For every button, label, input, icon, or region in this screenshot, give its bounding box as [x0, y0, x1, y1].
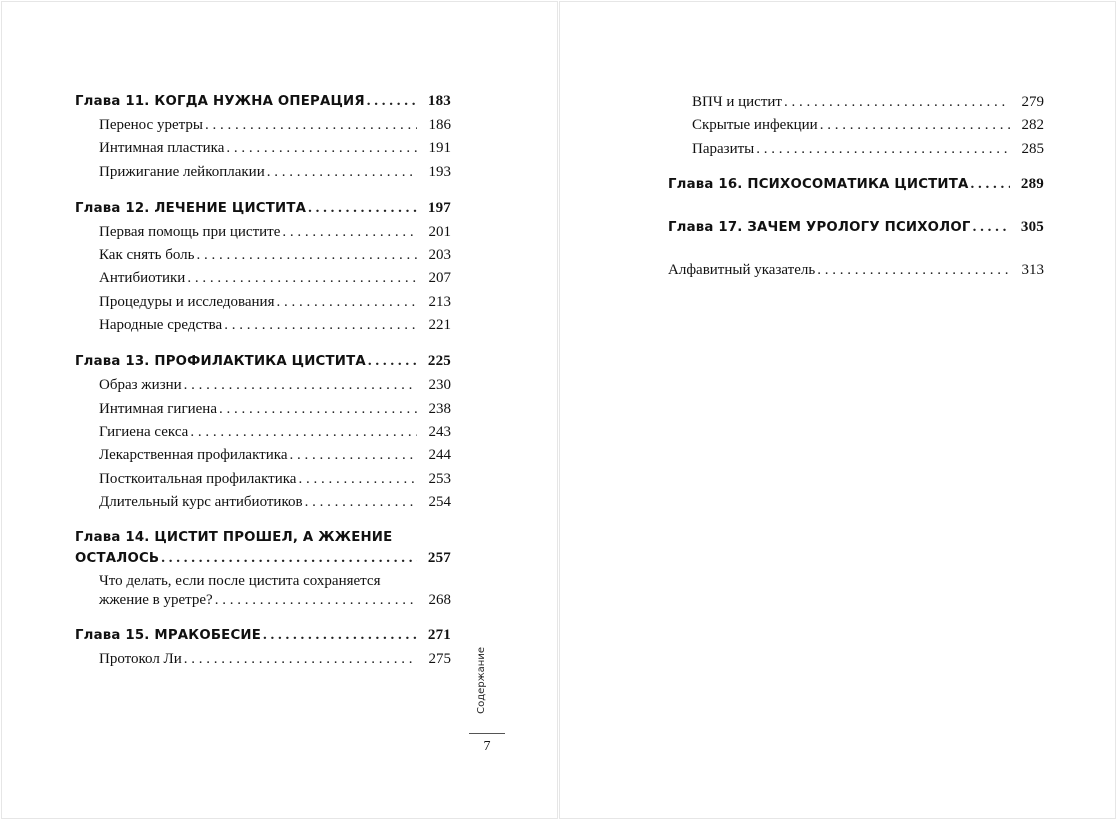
chapter-title-line-2: ОСТАЛОСЬ — [75, 551, 160, 567]
leader-dots — [276, 294, 417, 311]
toc-group-chapter-15-continued — [668, 94, 1044, 164]
page-number: 279 — [1021, 94, 1044, 110]
section-title: Интимная пластика — [99, 140, 225, 157]
toc-chapter-entry[interactable] — [668, 219, 1044, 243]
left-page — [1, 1, 558, 819]
page-number: 282 — [1021, 117, 1044, 134]
leader-dots — [190, 424, 417, 441]
toc-group-chapter-14 — [75, 530, 451, 609]
toc-section-entry[interactable] — [75, 140, 451, 163]
section-title: Длительный курс антибиотиков — [99, 493, 303, 510]
page-number: 254 — [428, 493, 451, 510]
leader-dots — [367, 93, 417, 110]
toc-right-column — [668, 94, 1044, 286]
page-number: 207 — [428, 270, 451, 287]
page-number: 186 — [428, 117, 451, 133]
page-number: 244 — [428, 447, 451, 464]
page-number: 230 — [428, 377, 451, 394]
leader-dots — [226, 140, 417, 157]
toc-section-entry[interactable] — [668, 117, 1044, 140]
page-number: 313 — [1021, 261, 1044, 278]
toc-section-entry[interactable] — [75, 377, 451, 400]
page-number: 257 — [427, 550, 451, 567]
page-number: 305 — [1020, 218, 1044, 235]
page-number: 221 — [428, 317, 451, 334]
section-title-line-1: Что делать, если после цистита сохраняется — [99, 573, 381, 590]
leader-dots — [368, 353, 417, 370]
chapter-title: Глава 15. МРАКОБЕСИЕ — [75, 628, 262, 644]
toc-chapter-entry[interactable] — [75, 530, 451, 567]
page-number: 191 — [428, 140, 451, 157]
running-head-text: Содержание — [476, 647, 487, 714]
toc-group-chapter-12 — [75, 200, 451, 340]
leader-dots — [184, 377, 417, 394]
leader-dots — [784, 94, 1010, 111]
page-number: 271 — [427, 627, 451, 644]
toc-chapter-entry[interactable] — [75, 353, 451, 377]
page-number: 203 — [428, 247, 451, 264]
toc-section-entry[interactable] — [668, 94, 1044, 117]
toc-section-entry[interactable] — [75, 424, 451, 447]
page-number: 275 — [428, 651, 451, 668]
leader-dots — [289, 447, 417, 464]
page-number: 197 — [427, 199, 451, 216]
toc-chapter-entry[interactable] — [75, 200, 451, 224]
leader-dots — [215, 592, 417, 609]
index-title: Алфавитный указатель — [668, 261, 816, 278]
leader-dots — [187, 270, 417, 287]
leader-dots — [971, 176, 1010, 193]
page-number: 201 — [428, 223, 451, 240]
section-title: Скрытые инфекции — [692, 117, 818, 134]
leader-dots — [820, 117, 1010, 134]
toc-group-chapter-15 — [75, 627, 451, 674]
toc-chapter-entry[interactable] — [75, 93, 451, 117]
toc-section-entry[interactable] — [75, 270, 451, 293]
page-number: 193 — [428, 163, 451, 180]
section-title: Гигиена секса — [99, 423, 189, 440]
leader-dots — [224, 317, 417, 334]
leader-dots — [184, 651, 417, 668]
page-number: 183 — [427, 93, 451, 109]
toc-section-entry[interactable] — [75, 447, 451, 470]
section-title: Лекарственная профилактика — [99, 447, 288, 464]
section-title: Антибиотики — [99, 270, 186, 287]
page-number: 253 — [428, 470, 451, 487]
section-title: Народные средства — [99, 317, 223, 334]
leader-dots — [817, 262, 1010, 279]
toc-section-entry[interactable] — [75, 224, 451, 247]
toc-section-entry[interactable] — [75, 164, 451, 187]
leader-dots — [267, 164, 417, 181]
leader-dots — [219, 401, 417, 418]
section-title: Протокол Ли — [99, 651, 182, 668]
page-number: 243 — [428, 423, 451, 440]
toc-section-entry[interactable] — [75, 294, 451, 317]
section-title: Образ жизни — [99, 377, 182, 394]
toc-section-entry[interactable] — [75, 401, 451, 424]
page-number: 289 — [1020, 175, 1044, 192]
leader-dots — [305, 494, 417, 511]
section-title: Как снять боль — [99, 247, 195, 264]
leader-dots — [263, 627, 417, 644]
leader-dots — [205, 117, 417, 134]
page-number: 268 — [428, 592, 451, 609]
toc-section-entry[interactable] — [75, 247, 451, 270]
leader-dots — [197, 247, 418, 264]
section-title: Первая помощь при цистите — [99, 223, 281, 240]
section-title: Посткоитальная профилактика — [99, 470, 297, 487]
leader-dots — [282, 224, 417, 241]
chapter-title: Глава 12. ЛЕЧЕНИЕ ЦИСТИТА — [75, 200, 307, 216]
leader-dots — [308, 200, 417, 217]
section-title: Процедуры и исследования — [99, 293, 275, 310]
folio-page-number: 7 — [483, 739, 491, 754]
toc-chapter-entry[interactable] — [75, 627, 451, 651]
toc-section-entry[interactable] — [75, 317, 451, 340]
toc-section-entry[interactable] — [75, 117, 451, 140]
page-number: 225 — [427, 353, 451, 370]
toc-section-entry[interactable] — [75, 471, 451, 494]
leader-dots — [756, 141, 1010, 158]
section-title: Перенос уретры — [99, 117, 203, 133]
chapter-title: Глава 16. ПСИХОСОМАТИКА ЦИСТИТА — [668, 176, 969, 192]
section-title: Прижигание лейкоплакии — [99, 163, 265, 180]
chapter-title: Глава 11. КОГДА НУЖНА ОПЕРАЦИЯ — [75, 94, 365, 109]
toc-chapter-entry[interactable] — [668, 176, 1044, 200]
section-title: Интимная гигиена — [99, 400, 217, 417]
section-title: ВПЧ и цистит — [692, 94, 782, 110]
toc-group-chapter-11 — [75, 93, 451, 187]
running-head — [469, 647, 499, 722]
leader-dots — [298, 471, 417, 488]
toc-section-entry[interactable] — [75, 494, 451, 517]
toc-left-column — [75, 93, 451, 687]
section-title: Паразиты — [692, 140, 755, 157]
toc-group-chapter-13 — [75, 353, 451, 517]
leader-dots — [973, 219, 1010, 236]
toc-section-entry[interactable] — [75, 573, 451, 609]
page-number: 285 — [1021, 140, 1044, 157]
toc-section-entry[interactable] — [668, 141, 1044, 164]
chapter-title: Глава 13. ПРОФИЛАКТИКА ЦИСТИТА — [75, 354, 366, 370]
chapter-title: Глава 17. ЗАЧЕМ УРОЛОГУ ПСИХОЛОГ — [668, 219, 971, 235]
chapter-title-line-1: Глава 14. ЦИСТИТ ПРОШЕЛ, А ЖЖЕНИЕ — [75, 530, 393, 546]
toc-index-entry[interactable] — [668, 262, 1044, 286]
section-title-line-2: жжение в уретре? — [99, 592, 213, 609]
toc-section-entry[interactable] — [75, 651, 451, 674]
folio-rule — [469, 733, 505, 734]
leader-dots — [161, 550, 417, 567]
page-number: 213 — [428, 293, 451, 310]
page-number: 238 — [428, 400, 451, 417]
right-page — [559, 1, 1116, 819]
